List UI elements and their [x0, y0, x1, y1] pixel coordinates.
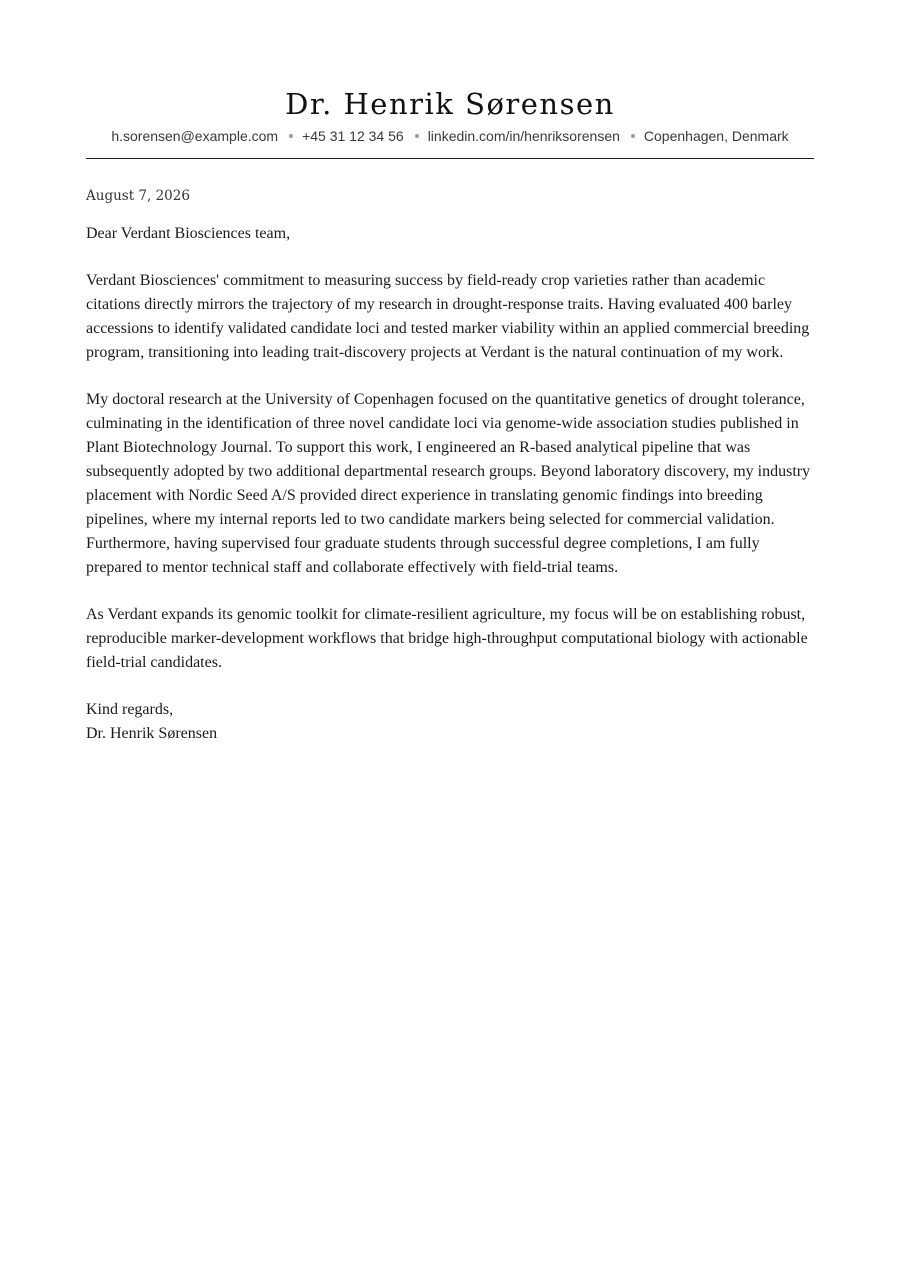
signature: Dr. Henrik Sørensen — [86, 725, 218, 742]
bullet-separator-icon — [289, 134, 293, 138]
contact-line — [86, 128, 814, 145]
salutation: Dear Verdant Biosciences team, — [86, 225, 291, 242]
header-divider — [86, 158, 814, 159]
bullet-separator-icon — [631, 134, 635, 138]
body-paragraph-2: My doctoral research at the University of Copenhagen focused on the quantitative genetics of drought tolerance, culminating in the identification of three novel candidate loci via genome-wide association studies published in Plant Biotechnology Journal. To support this work, I engineered an R-based analytical pipeline that was subsequently adopted by two additional departmental research groups. Beyond laboratory discovery, my industry placement with Nordic Seed A/S provided direct experience in translating genomic findings into breeding pipelines, where my internal reports led to two candidate markers being selected for commercial validation. Furthermore, having supervised four graduate students through successful degree completions, I am fully prepared to mentor technical staff and collaborate effectively with field-trial teams. — [86, 391, 811, 576]
sender-name: Dr. Henrik Sørensen — [285, 87, 615, 121]
contact-location: Copenhagen, Denmark — [643, 128, 789, 144]
body-paragraph-1: Verdant Biosciences' commitment to measuring success by field-ready crop varieties rather than academic citations directly mirrors the trajectory of my research in drought-response traits. Having evaluated 400 barley accessions to identify validated candidate loci and tested marker viability within an applied commercial breeding program, transitioning into leading trait-discovery projects at Verdant is the natural continuation of my work. — [86, 272, 810, 361]
closing: Kind regards, — [86, 701, 174, 718]
cover-letter-page — [86, 0, 814, 746]
contact-linkedin[interactable]: linkedin.com/in/henriksorensen — [427, 128, 620, 144]
letter-date: August 7, 2026 — [86, 188, 190, 204]
contact-email[interactable]: h.sorensen@example.com — [111, 128, 279, 144]
bullet-separator-icon — [415, 134, 419, 138]
contact-phone[interactable]: +45 31 12 34 56 — [302, 128, 404, 144]
body-paragraph-3: As Verdant expands its genomic toolkit for climate-resilient agriculture, my focus will be on establishing robust, reproducible marker-development workflows that bridge high-throughput computational biology with actionable field-trial candidates. — [86, 606, 808, 671]
letter-header — [86, 0, 814, 159]
